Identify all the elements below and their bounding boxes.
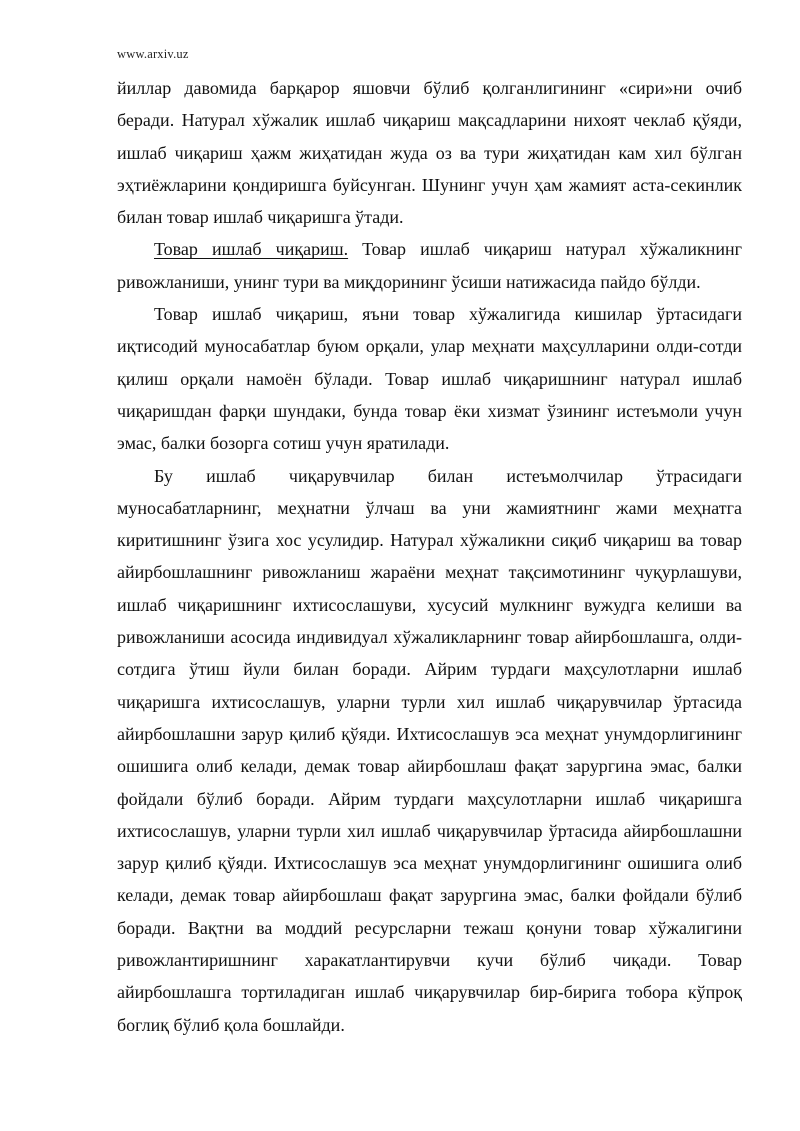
document-body (117, 72, 742, 1041)
paragraph-continuation: йиллар давомида барқарор яшовчи бўлиб қолганлигининг «сири»ни очиб беради. Натурал хўжалик ишлаб чиқариш мақсадларини нихоят чеклаб қўяди, ишлаб чиқариш ҳажм жиҳатидан жуда оз ва тури жиҳатидан кам хил бўлган эҳтиёжларини қондиришга буйсунган. Шунинг учун ҳам жамият аста-секинлик билан товар ишлаб чиқаришга ўтади. (117, 78, 742, 228)
paragraph-commodity-production-text: Товар ишлаб чиқариш натурал хўжаликнинг ривожланиши, унинг тури ва миқдорининг ўсиши натижасида пайдо бўлди. (117, 239, 742, 292)
header-url: www.arxiv.uz (117, 47, 189, 61)
paragraph-economic-relations: Товар ишлаб чиқариш, яъни товар хўжалигида кишилар ўртасидаги иқтисодий муносабатлар буюм орқали, улар меҳнати маҳсулларини олди-сотди қилиш орқали намоён бўлади. Товар ишлаб чиқаришнинг натурал ишлаб чиқаришдан фарқи шундаки, бунда товар ёки хизмат ўзининг истеъмоли учун эмас, балки бозорга сотиш учун яратилади. (117, 304, 742, 454)
section-heading-commodity-production: Товар ишлаб чиқариш. (154, 239, 349, 260)
paragraph-specialization: Бу ишлаб чиқарувчилар билан истеъмолчилар ўтрасидаги муносабатларнинг, меҳнатни ўлчаш ва уни жамиятнинг жами меҳнатга киритишнинг ўзига хос усулидир. Натурал хўжаликни сиқиб чиқариш ва товар айирбошлашнинг ривожланиш жараёни меҳнат тақсимотининг чуқурлашуви, ишлаб чиқаришнинг ихтисослашуви, хусусий мулкнинг вужудга келиши ва ривожланиши асосида индивидуал хўжаликларнинг товар айирбошлашга, олди-сотдига ўтиш йули билан боради. Айрим турдаги маҳсулотларни ишлаб чиқаришга ихтисослашув, уларни турли хил ишлаб чиқарувчилар ўртасида айирбошлашни зарур қилиб қўяди. Ихтисослашув эса меҳнат унумдорлигининг ошишига олиб келади, демак товар айирбошлаш фақат зарургина эмас, балки фойдали бўлиб боради. Айрим турдаги маҳсулотларни ишлаб чиқаришга ихтисослашув, уларни турли хил ишлаб чиқарувчилар ўртасида айирбошлашни зарур қилиб қўяди. Ихтисослашув эса меҳнат унумдорлигининг ошишига олиб келади, демак товар айирбошлаш фақат зарургина эмас, балки фойдали бўлиб боради. Вақтни ва моддий ресурсларни тежаш қонуни товар хўжалигини ривожлантиришнинг харакатлантирувчи кучи бўлиб чиқади. Товар айирбошлашга тортиладиган ишлаб чиқарувчилар бир-бирига тобора кўпроқ боглиқ бўлиб қола бошлайди. (117, 465, 742, 1035)
paragraph-commodity-production (117, 233, 742, 298)
